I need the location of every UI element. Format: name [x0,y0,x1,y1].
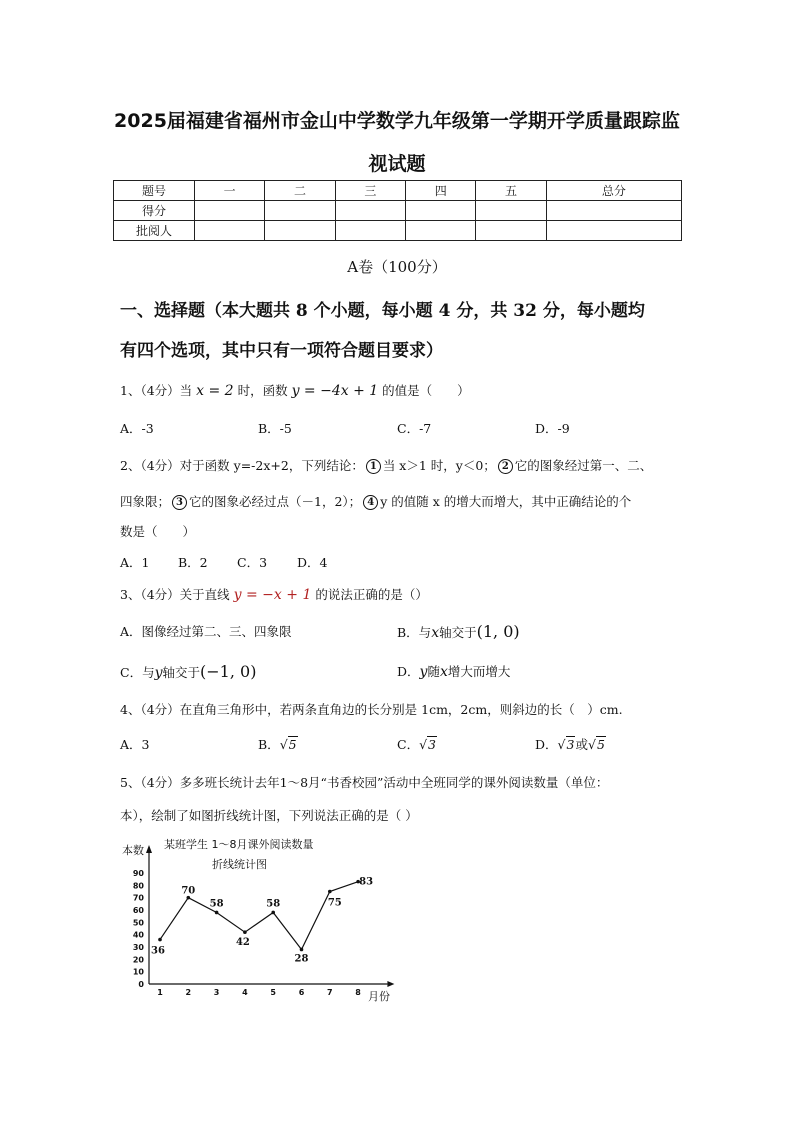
sqrt-expr [588,736,606,752]
score-row-label: 批阅人 [114,221,195,241]
y-tick-label: 60 [132,906,144,915]
q1-condition: x = 2 [196,383,234,399]
score-table-row [114,201,682,221]
y-tick-label: 10 [132,967,144,977]
q3-suffix: 的说法正确的是（） [315,587,428,602]
score-header-cell: 五 [476,181,546,201]
score-cell [476,221,546,241]
data-label: 58 [209,898,224,910]
data-label: 36 [151,945,165,957]
circled-number: 3 [172,495,187,510]
q3-option-b [397,622,520,641]
sqrt-sign: √ [557,737,566,752]
sqrt-sign: √ [279,737,288,752]
q3-var: y [154,665,163,681]
doc-title-line1: 2025届福建省福州市金山中学数学九年级第一学期开学质量跟踪监 [114,110,680,132]
part1-heading-line2: 有四个选项，其中只有一项符合题目要求） [120,341,443,361]
doc-title-line2: 视试题 [368,153,426,175]
score-header-cell: 题号 [114,181,195,201]
x-tick-label: 3 [213,988,220,997]
q2-option-c: C．3 [237,555,268,570]
y-tick-label: 0 [138,980,144,989]
circled-number: 2 [498,459,513,474]
y-tick-label: 80 [132,881,144,891]
x-axis-label: 月份 [368,990,390,1003]
circled-number: 1 [366,459,381,474]
x-tick-label: 7 [327,988,333,997]
question-3 [120,585,428,603]
score-cell [546,201,681,221]
q4-text: 或 [575,737,588,752]
x-tick-label: 1 [157,988,163,997]
q3-var: x [431,625,440,641]
question-4: 4、（4分）在直角三角形中，若两条直角边的长分别是 1cm，2cm，则斜边的长（ ）cm. [120,702,623,717]
q2-text: 2、（4分）对于函数 y=-2x+2，下列结论： [120,458,364,473]
score-cell [335,201,405,221]
y-tick-label: 20 [132,955,144,965]
q5-line2: 本），绘制了如图折线统计图，下列说法正确的是（ ） [120,808,418,823]
score-header-cell: 三 [335,181,405,201]
y-tick-label: 40 [132,930,144,940]
chart-subtitle: 折线统计图 [212,858,267,871]
sqrt-sign: √ [587,737,596,752]
q2-line3: 数是（ ） [120,524,196,539]
q3-point: (1, 0) [476,622,520,641]
data-label: 28 [294,953,309,965]
q3-text: D． [397,664,420,679]
sqrt-sign: √ [419,737,428,752]
data-point [243,930,247,934]
radicand: 5 [288,737,297,752]
q2-text: 它的图象必经过点（－1，2）； [189,494,362,509]
q1-prefix: 1、（4分）当 [120,383,193,398]
y-axis-label: 本数 [122,844,144,857]
q1-option-d: D．-9 [535,421,570,436]
q2-line1 [120,456,652,474]
q3-prefix: 3、（4分）关于直线 [120,587,230,602]
q1-option-c: C．-7 [397,421,432,436]
x-tick-label: 8 [355,988,361,997]
question-1 [120,381,470,399]
x-tick-label: 6 [298,988,305,997]
q3-text: 增大而增大 [447,664,511,679]
score-cell [195,201,265,221]
score-cell [406,221,476,241]
chart-title: 某班学生 1～8月课外阅读数量 [164,838,314,851]
q4-option-b [258,735,298,753]
x-tick-label: 4 [242,988,248,997]
score-table [113,180,682,241]
q1-mid: 时，函数 [237,383,288,398]
q3-text: B．与 [397,625,432,640]
q4-text: B． [258,737,280,752]
score-cell [546,221,681,241]
score-cell [265,201,335,221]
score-cell [265,221,335,241]
sqrt-expr [558,736,576,752]
data-point [215,911,219,915]
q2-option-d: D．4 [297,555,328,570]
q1-option-b: B．-5 [258,421,292,436]
data-point [300,948,304,952]
score-header-cell: 一 [195,181,265,201]
score-cell [195,221,265,241]
score-header-cell: 总分 [546,181,681,201]
q3-option-c [120,662,256,681]
q3-text: 随 [427,664,440,679]
score-cell [335,221,405,241]
score-table-row [114,221,682,241]
radicand: 3 [428,737,436,752]
data-point [158,938,162,942]
score-row-label: 得分 [114,201,195,221]
radicand: 3 [566,737,575,752]
x-axis-arrow [387,981,394,987]
q1-option-a: A．-3 [120,421,154,436]
q2-text: y 的值随 x 的增大而增大，其中正确结论的个 [380,494,632,509]
q3-text: C．与 [120,665,155,680]
y-tick-label: 30 [132,943,144,952]
part1-heading-line1: 一、选择题（本大题共 8 个小题，每小题 4 分，共 32 分，每小题均 [120,301,645,321]
score-cell [476,201,546,221]
q5-line1: 5、（4分）多多班长统计去年1～8月“书香校园”活动中全班同学的课外阅读数量（单位： [120,775,609,790]
q3-var: y [419,664,428,680]
q4-option-d [535,735,606,753]
q2-text: 当 x＞1 时，y＜0； [382,458,496,473]
q2-option-b: B．2 [178,555,208,570]
q2-line2 [120,492,631,510]
circled-number: 4 [363,495,378,510]
y-tick-label: 70 [132,893,144,903]
q2-option-a: A．1 [120,555,150,570]
line-chart [116,835,406,1010]
data-label: 42 [235,937,250,949]
data-label: 75 [327,897,342,909]
q4-text: C． [397,737,420,752]
radicand: 5 [596,737,605,752]
sqrt-expr [280,736,298,752]
score-header-cell: 二 [265,181,335,201]
score-cell [406,201,476,221]
chart-layer [122,837,394,1003]
q3-function: y = −x + 1 [233,587,312,603]
q3-point: (−1, 0) [200,662,257,681]
data-point [271,911,275,915]
q3-text: 轴交于 [439,625,477,640]
q3-option-a: A．图像经过第二、三、四象限 [120,624,292,639]
y-tick-label: 50 [132,918,144,928]
section-a-heading: A卷（100分） [347,258,447,276]
y-axis-arrow [146,845,152,853]
q3-option-d [397,662,510,680]
sqrt-expr [419,736,437,752]
x-tick-label: 5 [270,988,276,997]
q4-option-a: A．3 [120,737,150,752]
data-label: 58 [266,898,281,910]
q1-function: y = −4x + 1 [291,383,379,399]
q3-text: 轴交于 [162,665,201,680]
q2-text: 四象限； [120,494,171,509]
q1-suffix: 的值是（ ） [382,383,470,398]
data-point [328,890,332,894]
q3-var: x [439,664,448,680]
y-tick-label: 90 [132,869,144,878]
data-label: 83 [359,876,374,888]
score-table-header-row [114,181,682,201]
score-header-cell: 四 [406,181,476,201]
q4-option-c [397,735,437,753]
q2-text: 它的图象经过第一、二、 [514,458,653,473]
data-label: 70 [181,885,196,897]
q4-text: D． [535,737,558,752]
x-tick-label: 2 [185,988,192,997]
